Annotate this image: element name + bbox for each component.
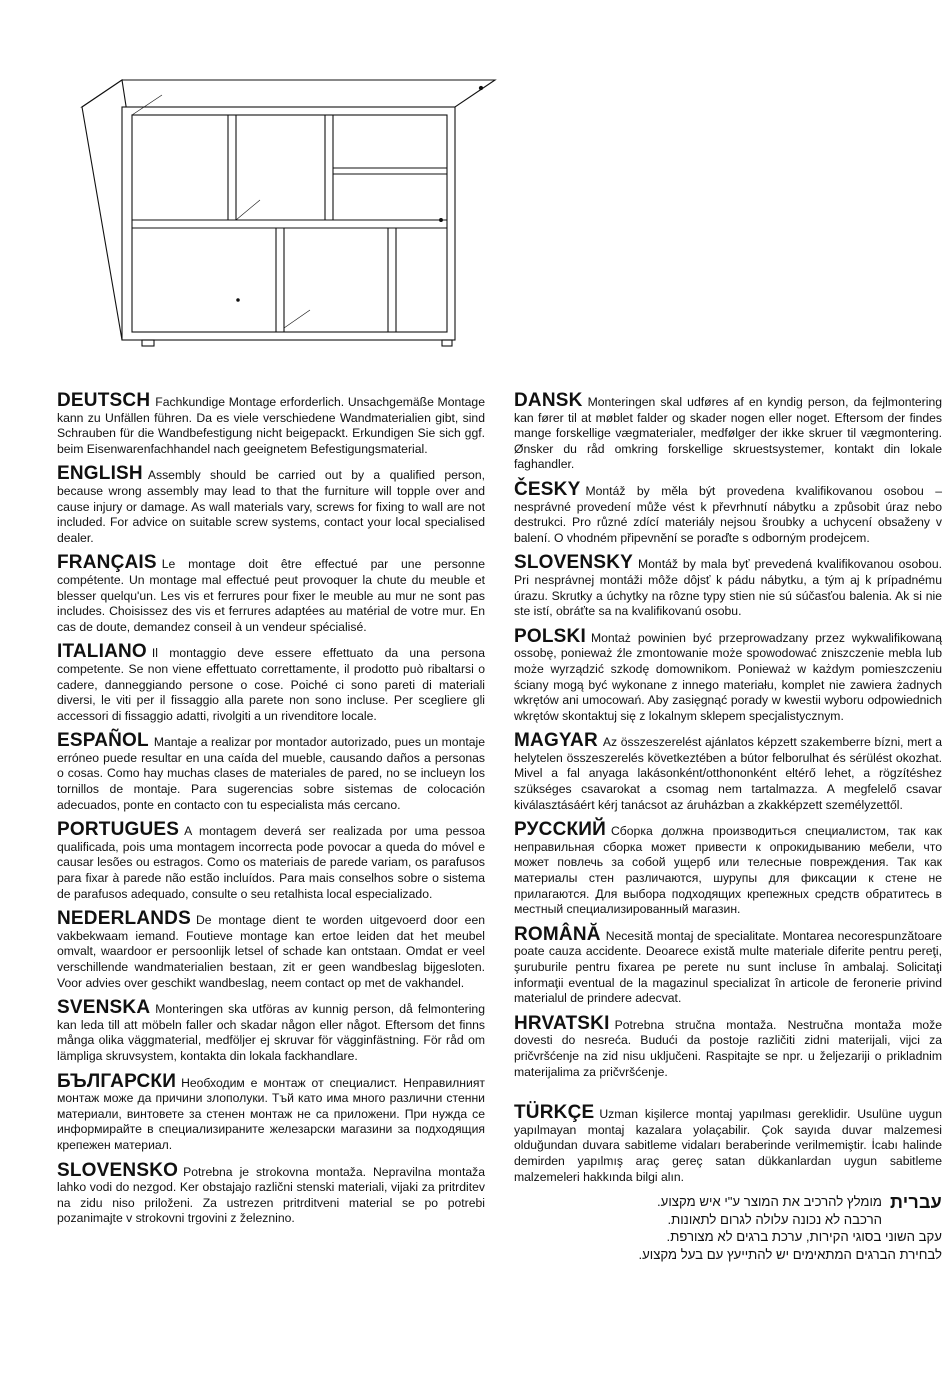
hebrew-line: לבחירת הברגים המתאימים יש להתייעץ עם בעל מקצוע. [638,1246,942,1262]
section-text: Az összeszerelést ajánlatos képzett szakemberre bízni, mert a helytelen összeszerelés következtében a bútor felborulhat és sérülést okozhat. Mivel a fal anyaga lakásonként/otthononként eltérő lehet, a rögzítéshez szükséges csavarokat a csomag nem tartalmazza. A megfelelő csavar kiválasztásáért kérj tanácsot az áruházban a zkakképzett személyzettől. [514,735,942,812]
section-text: Необходим е монтаж от специалист. Неправилният монтаж може да причини злополуки. Тъй като има много различни стенни материали, винтовете за стенен монтаж не са приложени. При нужда се информирайте в специализираните железарски магазини за подходящия крепежен материал. [57,1075,485,1152]
hebrew-line: הרכבה לא נכונה עלולה לגרום לתאונות. [667,1211,882,1227]
section-hu [514,732,942,813]
language-heading: SVENSKA [57,997,151,1019]
language-heading: עברית [889,1192,942,1213]
language-heading: NEDERLANDS [57,908,191,930]
section-text: Сборка должна производиться специалистом, так как неправильная сборка может привести к опрокидыванию мебели, что может повлечь за собой ущерб или телесные повреждения. Так как материалы стен различаются, шурупы для фиксации к стене не прилагаются. Для выбора подходящих крепежных средств обратитесь в местный специализированный магазин. [514,824,942,917]
section-de [57,392,485,457]
section-hr [514,1012,942,1080]
section-text: Montáž by mala byť prevedená kvalifikovanou osobou. Pri nesprávnej montáži môže dôjsť k pádu nábytku, a tým aj k prípadnému úrazu. Skrutky a úchytky na rôzne typy stien nie sú súčasťou balenia. Ak si nie ste istí, obráťte sa na kvalifikovanú osobu. [514,557,942,619]
section-text: Potrebna je strokovna montaža. Nepravilna montaža lahko vodi do nezgod. Ker obstajajo različni stenski materiali, vijaki za pritrditev na zidu niso priloženi. Za ustrezen pritrditveni material se po potrebi pozanimajte v strokovni trgovini z železnino. [57,1164,485,1226]
section-text: Monteringen ska utföras av kunnig person, då felmontering kan leda till att möbeln faller och skadar någon eller något. Eftersom det finns många olika väggmaterial, medföljer ej skruvar för vägginfästning. För råd om lämpliga skruvsystem, kontakta din lokala fackhandlare. [57,1002,485,1063]
section-text: Le montage doit être effectué par une personne compétente. Un montage mal effectué peut provoquer la chute du meuble et blesser quelqu'un. Les vis et ferrures pour fixer le meuble au mur ne sont pas includes. Choisissez des vis et ferrures adaptées au matérial de votre mur. En cas de doute, demandez conseil à un vendeur spécialisé. [57,557,485,634]
section-ru [514,821,942,918]
section-sk [514,554,942,619]
section-text: A montagem deverá ser realizada por uma pessoa qualificada, pois uma montagem incorrecta pode povocar a queda do móvel e causar lesões ou estragos. Como os materiais de parede variam, os parafusos para fixar à parede não estão incluídos. Para mais conselhos sobre o sistema de parafusos adequado, consulte o seu retalhista local especializado. [57,824,485,901]
language-heading: ROMÂNĂ [514,923,601,945]
section-text: Assembly should be carried out by a qualified person, because wrong assembly may lead to that the furniture will topple over and cause injury or damage. As wall materials vary, screws for fixing to wall are not included. For advice on suitable screw systems, contact your local specialised dealer. [57,468,485,545]
section-pt [57,821,485,902]
language-heading: HRVATSKI [514,1012,610,1034]
shelf-front-frame [122,107,455,340]
section-es [57,732,485,813]
section-text: Il montaggio deve essere effettuato da una persona competente. Se non viene effettuato correttamente, il prodotto può ribaltarsi o cadere, danneggiando persone o cose. Poiché ci sono pareti di materiali diversi, le viti per il fissaggio alla parete non sono incluse. Per scegliere gli accessori di fissaggio adatti, rivolgiti a un rivenditore locale. [57,646,485,723]
shelf-top [82,80,495,107]
language-heading: MAGYAR [514,730,598,752]
hebrew-line: עקב השוני בסוגי הקירות, ערכת ברגים לא מצורפת. [666,1229,942,1245]
section-text: Montáž by měla být provedena kvalifikovanou osobou – nesprávné provedení může vést k převrhnutí nábytku a způsobit úraz nebo destrukci. Pro různé zdící materiály nejsou šroubky a uchycení obsaženy v balení. O vhodném připevnění se poraďte s odborným prodejcem. [514,483,942,545]
section-en [57,465,485,546]
language-heading: TÜRKÇE [514,1102,595,1124]
section-sv [57,999,485,1064]
language-heading: БЪЛГАРСКИ [57,1070,177,1092]
section-ro [514,923,942,1007]
section-text: Fachkundige Montage erforderlich. Unsachgemäße Montage kann zu Unfällen führen. Da es viele verschiedene Wandmaterialien gibt, sind Schrauben für die Wandbefestigung nicht beigepackt. Erkundigen Sie sich ggf. beim Eisenwarenfachhandel nach geeignetem Befestigungsmaterial. [57,395,485,456]
section-he [514,1193,942,1263]
language-heading: ČESKY [514,478,581,500]
language-heading: DEUTSCH [57,390,151,411]
section-sl [57,1159,485,1227]
section-text: Necesită montaj de specialitate. Montarea necorespunzătoare poate cauza accidente. Deoarece există multe materiale diferite pentru pereţi, şuruburile pentru fixarea pe perete nu sunt incluse în ambalaj. Solicitaţi informaţii eventual de la magazinul specializat în articole de feronerie privind materialul de prindere adecvat. [514,928,942,1006]
section-it [57,643,485,724]
language-heading: РУССКИЙ [514,819,606,841]
left-column [57,392,485,1235]
language-heading: DANSK [514,390,583,411]
language-heading: SLOVENSKY [514,552,633,574]
section-bg [57,1070,485,1154]
section-tr [514,1104,942,1185]
section-fr [57,554,485,635]
section-text: Mantaje a realizar por montador autorizado, pues un montaje erróneo puede resultar en una caída del mueble, causando daños a personas o cosas. Como hay muchas clases de materiales de pared, no se inclueyn los tornillos de montaje. Para sugerencias sobre sistemas de colocación adecuados, ponte en contacto con tu especialista más cercano. [57,735,485,812]
language-heading: ITALIANO [57,641,147,663]
section-nl [57,910,485,991]
language-heading: ENGLISH [57,463,143,485]
language-heading: PORTUGUES [57,819,180,841]
language-heading: POLSKI [514,625,586,647]
section-text: De montage dient te worden uitgevoerd door een vakbekwaam iemand. Foutieve montage kan ertoe leiden dat het meubel omvalt, waardoor er persoonlijk letsel of schade kan ontstaan. Omdat er veel verschillende wandmaterialien bestaan, zit er geen wandbeslag bijgesloten. Voor advies over geschikt wandbeslag, neem contact op met de vakhandel. [57,913,485,990]
bookshelf-illustration [70,60,510,360]
section-text: Uzman kişilerce montaj yapılması gereklidir. Usulüne uygun yapılmayan montaj kazalara yolaçabilir. Çok sayıda duvar malzemesi olduğundan duvara sabitleme vidaları beraberinde verilmemiştir. İcabı halinde demirden yapılmış araç gereç satan dükkanlardan uygun sabitleme malzemeleri hakkında bilgi alın. [514,1107,942,1184]
hebrew-line: מומלץ להרכיב את המוצר ע"י איש מקצוע. [657,1194,882,1210]
section-da [514,392,942,473]
section-text: Potrebna stručna montaža. Nestručna montaža može dovesti do nesreća. Budući da postoje različiti zidni materijali, vijci za pričvršćenje na zid nisu uključeni. Raspitajte se npr. u željezariji o prikladnim materijalima za pričvršćenje. [514,1017,942,1079]
language-heading: ESPAÑOL [57,730,149,752]
section-text: Monteringen skal udføres af en kyndig person, da fejlmontering kan fører til at møblet falder og skader nogen eller noget. Eftersom der findes mange forskellige vægmaterialer, medfølger der ikke skruer til vægmontering. Ønsker du råd omkring forskellige skruestsystemer, kontakt din lokale faghandler. [514,395,942,472]
section-cs [514,478,942,546]
section-pl [514,625,942,725]
language-heading: FRANÇAIS [57,552,157,574]
language-heading: SLOVENSKO [57,1159,179,1181]
right-column [514,392,942,1272]
section-text: Montaż powinien być przeprowadzany przez wykwalifikowaną ossobę, ponieważ źle zmontowanie może spowodować zniszczenie mebla lub może wyrządzić szkodę domownikom. Ponieważ w każdym pomieszczeniu ściany mogą być wykonane z innego materiału, komplet nie zawiera żadnych wkrętów ani umocowań. Aby zasięgnąć porady w kwestii wyboru odpowiednich wkrętów skontaktuj się z lokalnym sklepem specjalistycznym. [514,630,942,723]
